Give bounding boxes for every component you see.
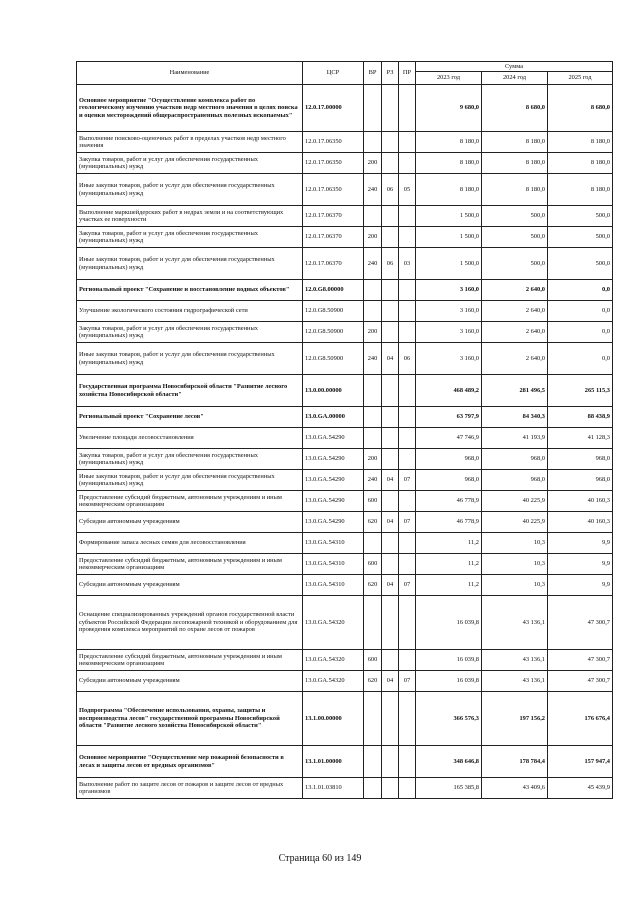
row-pr: [399, 153, 416, 174]
row-vr: [364, 132, 382, 153]
row-name: Закупка товаров, работ и услуг для обеспечения государственных (муниципальных) нужд: [77, 227, 303, 248]
row-rz: 04: [382, 671, 399, 692]
table-row: [77, 554, 613, 575]
row-vr: 600: [364, 554, 382, 575]
row-rz: [382, 153, 399, 174]
table-row: [77, 746, 613, 778]
row-rz: [382, 301, 399, 322]
row-sum-2023: 8 180,0: [416, 174, 482, 206]
row-pr: [399, 491, 416, 512]
row-sum-2024: 8 180,0: [482, 132, 548, 153]
row-sum-2025: 8 180,0: [548, 174, 613, 206]
row-name: Иные закупки товаров, работ и услуг для обеспечения государственных (муниципальных) нужд: [77, 248, 303, 280]
row-sum-2025: 265 115,3: [548, 375, 613, 407]
row-csr: 12.0.17.06370: [303, 248, 364, 280]
header-name: Наименование: [77, 62, 303, 85]
row-sum-2024: 40 225,9: [482, 491, 548, 512]
row-csr: 13.0.GA.54290: [303, 470, 364, 491]
table-row: [77, 174, 613, 206]
row-sum-2023: 3 160,0: [416, 343, 482, 375]
table-body: [77, 85, 613, 799]
row-vr: 240: [364, 248, 382, 280]
row-name: Выполнение маркшейдерских работ в недрах земли и на соответствующих участках ее поверхности: [77, 206, 303, 227]
row-rz: 06: [382, 248, 399, 280]
row-sum-2024: 43 136,1: [482, 596, 548, 650]
row-csr: 13.0.GA.54320: [303, 650, 364, 671]
row-csr: 13.1.01.03810: [303, 778, 364, 799]
row-sum-2025: 8 180,0: [548, 132, 613, 153]
header-year-2025: 2025 год: [548, 72, 613, 85]
row-pr: [399, 596, 416, 650]
row-pr: 06: [399, 343, 416, 375]
row-csr: 13.0.GA.54290: [303, 449, 364, 470]
row-name: Иные закупки товаров, работ и услуг для обеспечения государственных (муниципальных) нужд: [77, 343, 303, 375]
row-rz: [382, 227, 399, 248]
row-pr: 07: [399, 512, 416, 533]
row-vr: 620: [364, 512, 382, 533]
table-row: [77, 692, 613, 746]
row-pr: [399, 280, 416, 301]
row-rz: [382, 280, 399, 301]
row-sum-2024: 2 640,0: [482, 301, 548, 322]
table-row: [77, 132, 613, 153]
row-pr: [399, 132, 416, 153]
row-pr: [399, 375, 416, 407]
row-name: Иные закупки товаров, работ и услуг для обеспечения государственных (муниципальных) нужд: [77, 470, 303, 491]
header-year-2023: 2023 год: [416, 72, 482, 85]
row-sum-2024: 968,0: [482, 449, 548, 470]
row-rz: [382, 206, 399, 227]
row-name: Субсидии автономным учреждениям: [77, 512, 303, 533]
row-rz: [382, 449, 399, 470]
row-pr: [399, 778, 416, 799]
row-name: Закупка товаров, работ и услуг для обеспечения государственных (муниципальных) нужд: [77, 153, 303, 174]
table-row: [77, 227, 613, 248]
table-row: [77, 301, 613, 322]
row-sum-2023: 8 180,0: [416, 153, 482, 174]
row-sum-2025: 0,0: [548, 301, 613, 322]
row-csr: 12.0.17.06370: [303, 206, 364, 227]
row-vr: 240: [364, 343, 382, 375]
header-vr: ВР: [364, 62, 382, 85]
row-sum-2024: 2 640,0: [482, 280, 548, 301]
row-pr: [399, 449, 416, 470]
header-csr: ЦСР: [303, 62, 364, 85]
row-sum-2025: 968,0: [548, 449, 613, 470]
row-sum-2023: 468 489,2: [416, 375, 482, 407]
table-row: [77, 153, 613, 174]
row-sum-2023: 3 160,0: [416, 322, 482, 343]
row-sum-2025: 157 947,4: [548, 746, 613, 778]
row-name: Закупка товаров, работ и услуг для обеспечения государственных (муниципальных) нужд: [77, 322, 303, 343]
row-pr: [399, 407, 416, 428]
row-vr: [364, 375, 382, 407]
row-csr: 13.0.GA.54320: [303, 671, 364, 692]
row-pr: [399, 746, 416, 778]
table-row: [77, 85, 613, 132]
row-csr: 13.0.00.00000: [303, 375, 364, 407]
row-csr: 12.0.G8.50900: [303, 343, 364, 375]
row-sum-2023: 366 576,3: [416, 692, 482, 746]
row-name: Предоставление субсидий бюджетным, автономным учреждениям и иным некоммерческим организациям: [77, 491, 303, 512]
row-sum-2024: 84 340,3: [482, 407, 548, 428]
row-rz: 04: [382, 575, 399, 596]
row-rz: [382, 132, 399, 153]
row-rz: [382, 85, 399, 132]
row-sum-2025: 47 300,7: [548, 650, 613, 671]
row-sum-2025: 9,9: [548, 554, 613, 575]
row-rz: [382, 554, 399, 575]
row-csr: 12.0.17.06350: [303, 153, 364, 174]
row-sum-2025: 41 128,3: [548, 428, 613, 449]
row-pr: 07: [399, 671, 416, 692]
row-vr: [364, 407, 382, 428]
row-sum-2024: 8 180,0: [482, 174, 548, 206]
row-sum-2024: 8 680,0: [482, 85, 548, 132]
row-sum-2025: 500,0: [548, 227, 613, 248]
row-sum-2023: 348 646,8: [416, 746, 482, 778]
row-name: Закупка товаров, работ и услуг для обеспечения государственных (муниципальных) нужд: [77, 449, 303, 470]
row-csr: 13.0.GA.54290: [303, 512, 364, 533]
row-pr: 07: [399, 575, 416, 596]
table-row: [77, 650, 613, 671]
row-vr: 200: [364, 449, 382, 470]
table-row: [77, 343, 613, 375]
row-name: Улучшение экологического состояния гидрографической сети: [77, 301, 303, 322]
row-name: Субсидии автономным учреждениям: [77, 575, 303, 596]
row-rz: [382, 428, 399, 449]
row-vr: 240: [364, 174, 382, 206]
row-sum-2024: 10,3: [482, 575, 548, 596]
header-pr: ПР: [399, 62, 416, 85]
row-sum-2024: 500,0: [482, 248, 548, 280]
row-csr: 13.0.GA.54290: [303, 491, 364, 512]
row-sum-2024: 281 496,5: [482, 375, 548, 407]
row-vr: 620: [364, 575, 382, 596]
row-sum-2025: 0,0: [548, 280, 613, 301]
row-rz: 04: [382, 470, 399, 491]
row-sum-2025: 8 180,0: [548, 153, 613, 174]
row-sum-2023: 1 500,0: [416, 227, 482, 248]
row-sum-2024: 43 409,6: [482, 778, 548, 799]
row-vr: 200: [364, 322, 382, 343]
row-csr: 12.0.G8.00000: [303, 280, 364, 301]
row-sum-2024: 500,0: [482, 227, 548, 248]
row-pr: [399, 206, 416, 227]
row-sum-2025: 500,0: [548, 206, 613, 227]
row-sum-2023: 11,2: [416, 575, 482, 596]
table-row: [77, 575, 613, 596]
row-pr: [399, 428, 416, 449]
row-pr: 03: [399, 248, 416, 280]
row-rz: [382, 533, 399, 554]
row-sum-2025: 8 680,0: [548, 85, 613, 132]
row-name: Региональный проект "Сохранение и восстановление водных объектов": [77, 280, 303, 301]
row-sum-2025: 47 300,7: [548, 596, 613, 650]
row-vr: [364, 746, 382, 778]
row-rz: 04: [382, 512, 399, 533]
row-csr: 13.0.GA.54310: [303, 533, 364, 554]
row-sum-2023: 63 797,9: [416, 407, 482, 428]
row-vr: 200: [364, 153, 382, 174]
row-vr: 600: [364, 491, 382, 512]
row-sum-2025: 40 160,3: [548, 512, 613, 533]
row-sum-2025: 500,0: [548, 248, 613, 280]
row-sum-2023: 46 778,9: [416, 491, 482, 512]
row-sum-2023: 968,0: [416, 449, 482, 470]
budget-table: [76, 61, 613, 799]
table-row: [77, 322, 613, 343]
row-sum-2024: 2 640,0: [482, 343, 548, 375]
row-vr: [364, 206, 382, 227]
row-sum-2025: 0,0: [548, 343, 613, 375]
row-sum-2024: 41 193,9: [482, 428, 548, 449]
row-sum-2025: 176 676,4: [548, 692, 613, 746]
row-rz: [382, 491, 399, 512]
row-sum-2024: 10,3: [482, 533, 548, 554]
table-row: [77, 248, 613, 280]
row-rz: [382, 322, 399, 343]
row-pr: [399, 227, 416, 248]
row-vr: 240: [364, 470, 382, 491]
row-name: Формирование запаса лесных семян для лесовосстановления: [77, 533, 303, 554]
row-vr: [364, 778, 382, 799]
table-row: [77, 491, 613, 512]
row-vr: 200: [364, 227, 382, 248]
table-row: [77, 533, 613, 554]
row-sum-2023: 16 039,8: [416, 671, 482, 692]
row-sum-2025: 9,9: [548, 575, 613, 596]
row-sum-2023: 3 160,0: [416, 280, 482, 301]
row-csr: 13.0.GA.54310: [303, 575, 364, 596]
row-name: Подпрограмма "Обеспечение использования, охраны, защиты и воспроизводства лесов" государственной программы Новосибирской области "Развитие лесного хозяйства Новосибирской области": [77, 692, 303, 746]
row-sum-2023: 1 500,0: [416, 206, 482, 227]
table-row: [77, 280, 613, 301]
row-csr: 12.0.17.00000: [303, 85, 364, 132]
row-name: Основное мероприятие "Осуществление комплекса работ по геологическому изучению участков недр местного значения в целях поиска и оценки месторождений общераспространенных полезных ископаемых": [77, 85, 303, 132]
row-sum-2025: 45 439,9: [548, 778, 613, 799]
row-sum-2024: 43 136,1: [482, 650, 548, 671]
row-name: Государственная программа Новосибирской области "Развитие лесного хозяйства Новосибирской области": [77, 375, 303, 407]
page-number: Страница 60 из 149: [278, 853, 362, 864]
row-rz: [382, 375, 399, 407]
row-csr: 12.0.17.06350: [303, 174, 364, 206]
row-name: Иные закупки товаров, работ и услуг для обеспечения государственных (муниципальных) нужд: [77, 174, 303, 206]
row-csr: 13.1.00.00000: [303, 692, 364, 746]
row-csr: 12.0.G8.50900: [303, 322, 364, 343]
row-rz: [382, 778, 399, 799]
table-row: [77, 596, 613, 650]
row-sum-2023: 165 385,8: [416, 778, 482, 799]
row-pr: [399, 650, 416, 671]
row-vr: 600: [364, 650, 382, 671]
row-sum-2025: 0,0: [548, 322, 613, 343]
row-sum-2024: 10,3: [482, 554, 548, 575]
row-vr: [364, 428, 382, 449]
row-sum-2024: 178 784,4: [482, 746, 548, 778]
row-rz: [382, 407, 399, 428]
row-vr: [364, 280, 382, 301]
row-csr: 13.0.GA.54320: [303, 596, 364, 650]
row-vr: [364, 596, 382, 650]
row-vr: [364, 692, 382, 746]
row-sum-2023: 46 778,9: [416, 512, 482, 533]
table-row: [77, 449, 613, 470]
row-pr: 07: [399, 470, 416, 491]
row-name: Оснащение специализированных учреждений органов государственной власти субъектов Российской Федерации лесопожарной техникой и оборудованием для проведения комплекса мероприятий по охране лесов от пожаров: [77, 596, 303, 650]
row-name: Выполнение поисково-оценочных работ в пределах участков недр местного значения: [77, 132, 303, 153]
row-sum-2025: 968,0: [548, 470, 613, 491]
row-vr: [364, 85, 382, 132]
row-sum-2024: 968,0: [482, 470, 548, 491]
header-sum: Сумма: [416, 62, 613, 72]
row-pr: [399, 301, 416, 322]
row-pr: [399, 692, 416, 746]
header-year-2024: 2024 год: [482, 72, 548, 85]
row-name: Субсидии автономным учреждениям: [77, 671, 303, 692]
row-csr: 12.0.G8.50900: [303, 301, 364, 322]
row-sum-2025: 9,9: [548, 533, 613, 554]
row-sum-2024: 8 180,0: [482, 153, 548, 174]
row-sum-2023: 47 746,9: [416, 428, 482, 449]
row-sum-2024: 2 640,0: [482, 322, 548, 343]
row-pr: [399, 533, 416, 554]
table-row: [77, 206, 613, 227]
table-row: [77, 470, 613, 491]
row-vr: [364, 301, 382, 322]
row-sum-2023: 11,2: [416, 554, 482, 575]
row-name: Предоставление субсидий бюджетным, автономным учреждениям и иным некоммерческим организациям: [77, 650, 303, 671]
row-sum-2023: 3 160,0: [416, 301, 482, 322]
row-sum-2023: 16 039,8: [416, 596, 482, 650]
row-rz: [382, 596, 399, 650]
table-row: [77, 512, 613, 533]
row-sum-2023: 16 039,8: [416, 650, 482, 671]
row-name: Увеличение площади лесовосстановления: [77, 428, 303, 449]
row-rz: 06: [382, 174, 399, 206]
row-csr: 12.0.17.06370: [303, 227, 364, 248]
table-row: [77, 407, 613, 428]
row-csr: 13.0.GA.54290: [303, 428, 364, 449]
row-rz: [382, 692, 399, 746]
row-name: Выполнение работ по защите лесов от пожаров и защите лесов от вредных организмов: [77, 778, 303, 799]
row-vr: 620: [364, 671, 382, 692]
row-rz: [382, 746, 399, 778]
table-row: [77, 428, 613, 449]
row-csr: 13.0.GA.54310: [303, 554, 364, 575]
row-sum-2025: 40 160,3: [548, 491, 613, 512]
row-sum-2024: 197 156,2: [482, 692, 548, 746]
row-rz: [382, 650, 399, 671]
row-sum-2023: 968,0: [416, 470, 482, 491]
row-name: Региональный проект "Сохранение лесов": [77, 407, 303, 428]
row-sum-2025: 88 438,9: [548, 407, 613, 428]
row-name: Предоставление субсидий бюджетным, автономным учреждениям и иным некоммерческим организациям: [77, 554, 303, 575]
table-header: [77, 62, 613, 85]
row-csr: 13.0.GA.00000: [303, 407, 364, 428]
row-csr: 13.1.01.00000: [303, 746, 364, 778]
row-name: Основное мероприятие "Осуществление мер пожарной безопасности в лесах и защиты лесов от вредных организмов": [77, 746, 303, 778]
row-sum-2024: 500,0: [482, 206, 548, 227]
row-sum-2025: 47 300,7: [548, 671, 613, 692]
row-sum-2023: 1 500,0: [416, 248, 482, 280]
header-rz: РЗ: [382, 62, 399, 85]
table-row: [77, 778, 613, 799]
row-sum-2024: 40 225,9: [482, 512, 548, 533]
row-sum-2024: 43 136,1: [482, 671, 548, 692]
row-sum-2023: 11,2: [416, 533, 482, 554]
row-sum-2023: 8 180,0: [416, 132, 482, 153]
row-rz: 04: [382, 343, 399, 375]
table-row: [77, 375, 613, 407]
table-row: [77, 671, 613, 692]
row-vr: [364, 533, 382, 554]
row-pr: [399, 554, 416, 575]
row-pr: 05: [399, 174, 416, 206]
row-pr: [399, 85, 416, 132]
row-csr: 12.0.17.06350: [303, 132, 364, 153]
row-sum-2023: 9 680,0: [416, 85, 482, 132]
row-pr: [399, 322, 416, 343]
